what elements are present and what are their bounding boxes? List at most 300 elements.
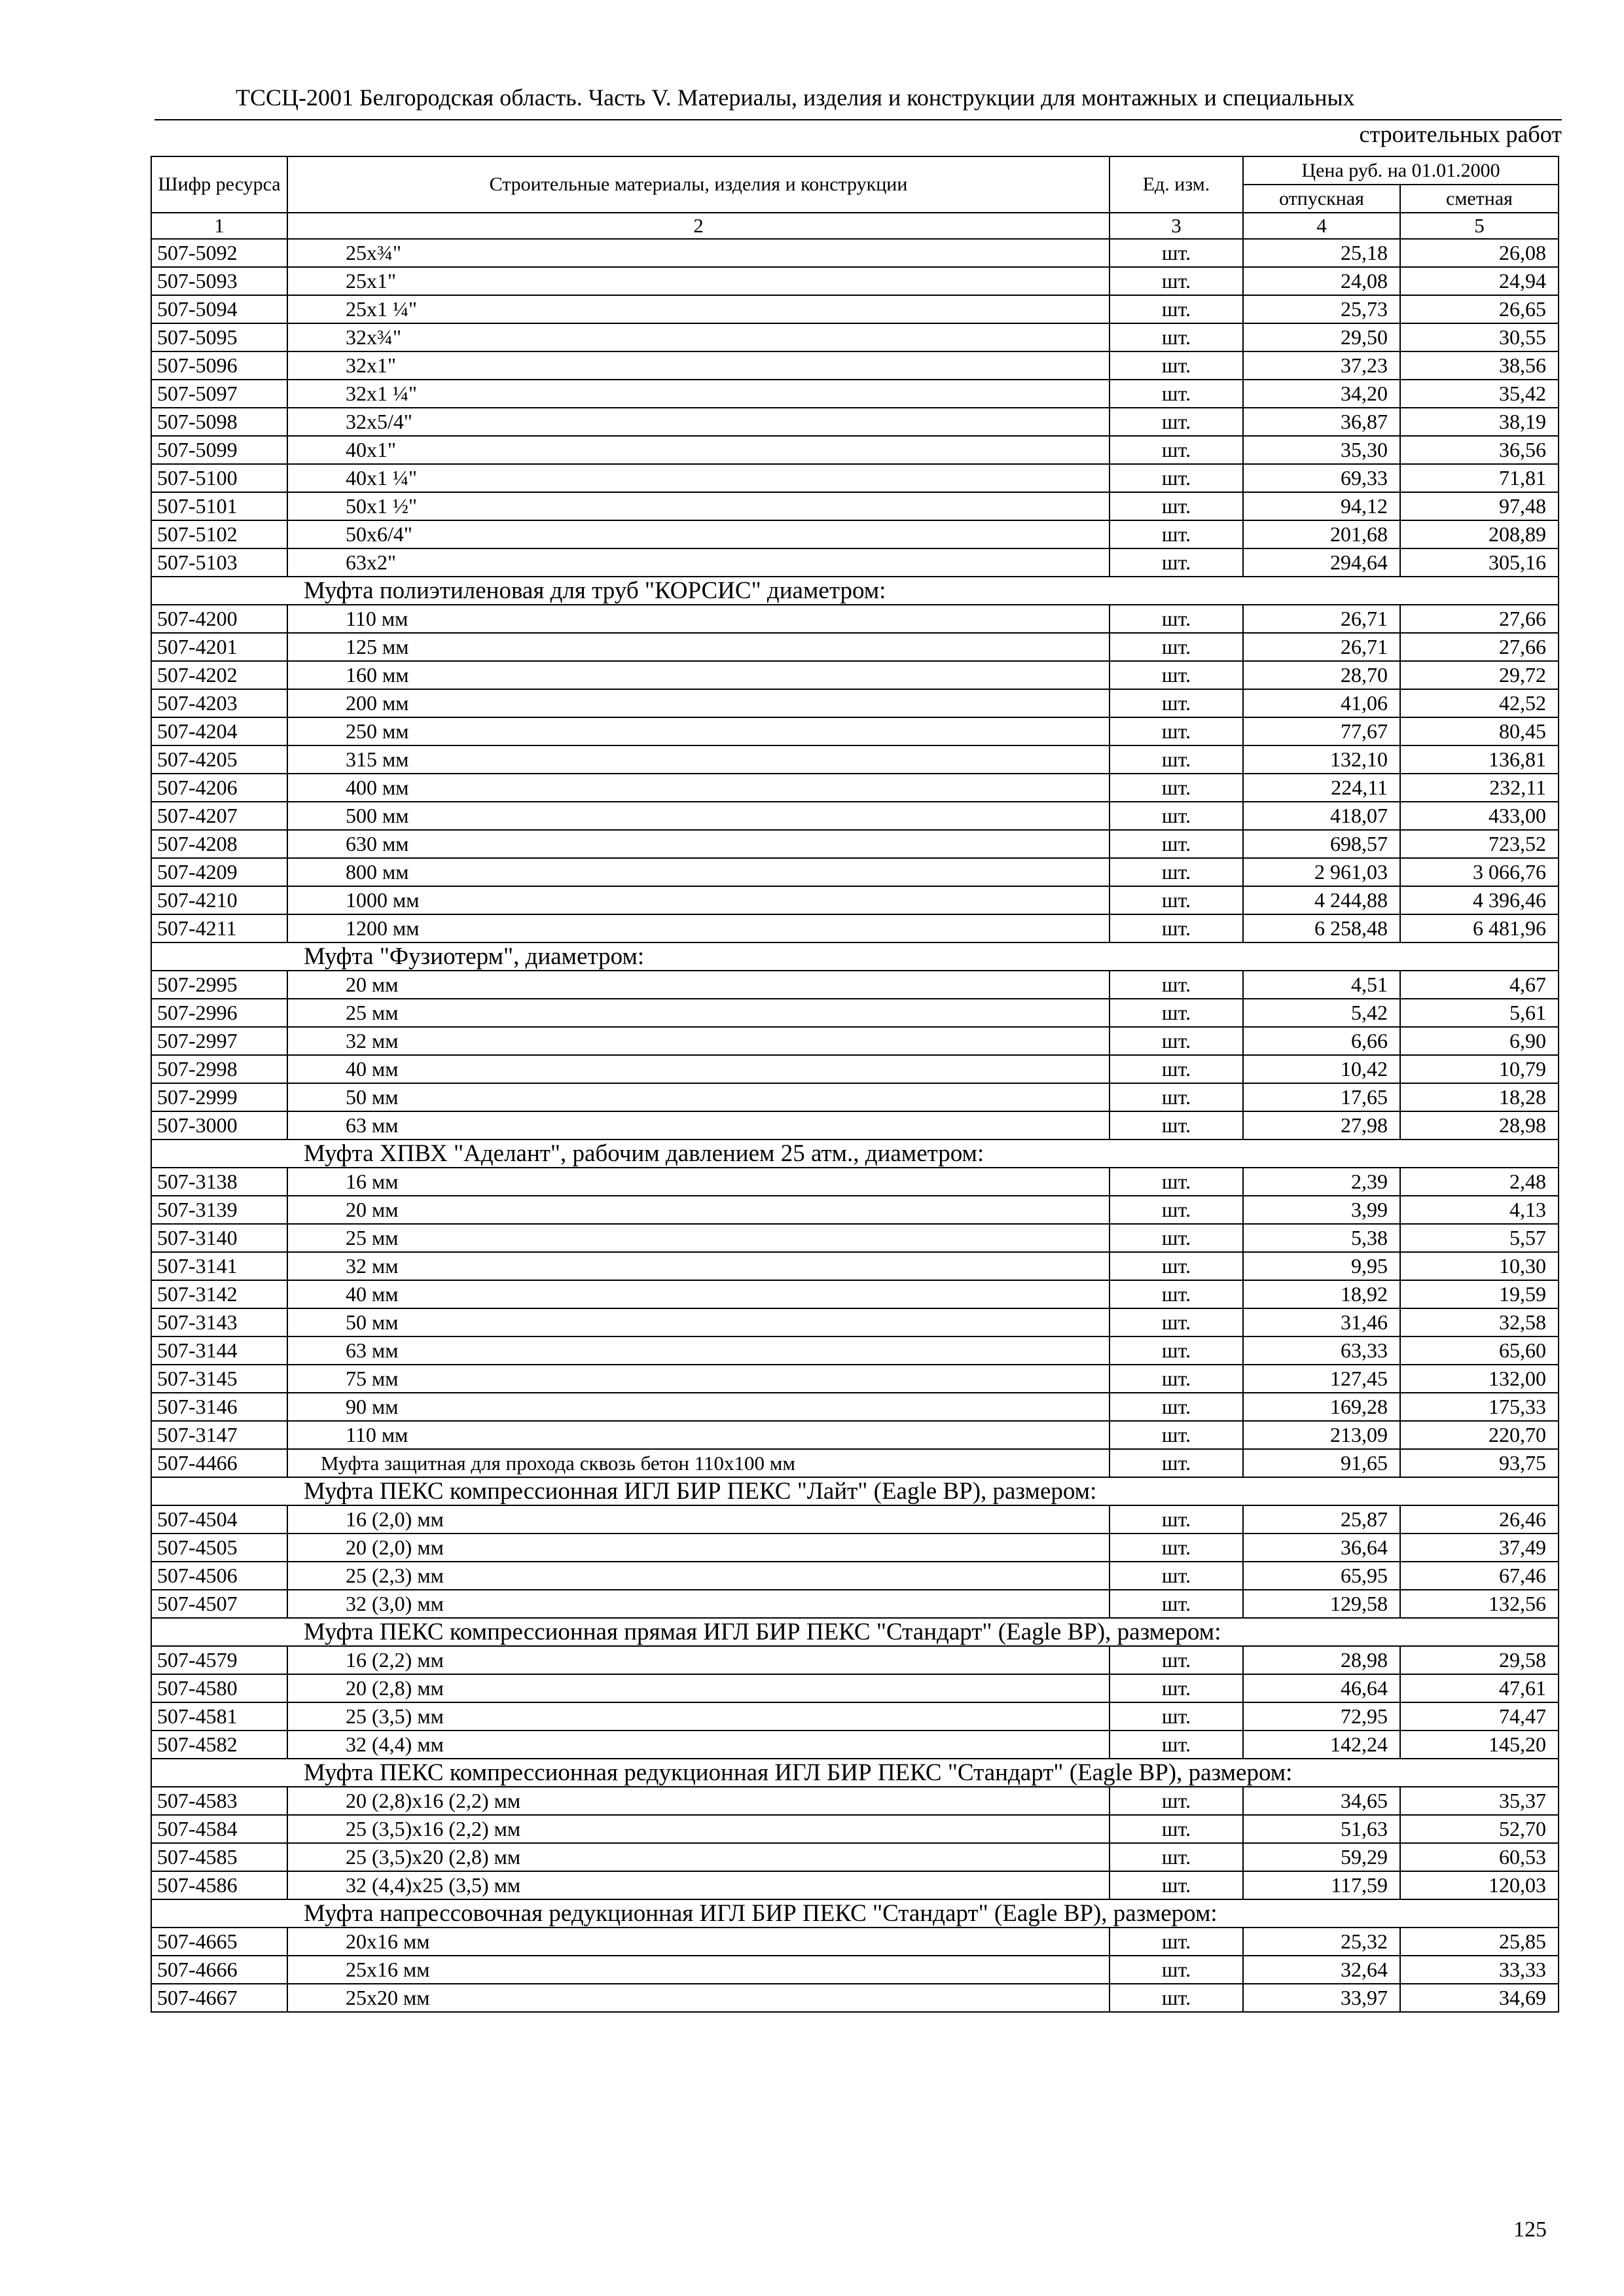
material-name-cell: 110 мм — [287, 1421, 1110, 1449]
unit-cell: шт. — [1110, 1196, 1243, 1224]
table-row — [151, 1871, 1559, 1899]
resource-code-cell: 507-5102 — [151, 520, 287, 548]
release-price-cell: 65,95 — [1243, 1562, 1400, 1590]
table-row — [151, 1562, 1559, 1590]
unit-cell: шт. — [1110, 717, 1243, 745]
material-name-cell: 25х1 ¼" — [287, 295, 1110, 323]
estimate-price-cell: 35,42 — [1400, 380, 1559, 408]
table-row — [151, 633, 1559, 661]
resource-code-cell: 507-5101 — [151, 492, 287, 520]
table-row — [151, 436, 1559, 464]
section-heading-row — [151, 1618, 1559, 1646]
resource-code-cell: 507-4584 — [151, 1815, 287, 1843]
table-row — [151, 323, 1559, 351]
table-row — [151, 520, 1559, 548]
estimate-price-cell: 38,19 — [1400, 408, 1559, 436]
estimate-price-cell: 208,89 — [1400, 520, 1559, 548]
header-price-release: отпускная — [1243, 185, 1400, 213]
section-heading-row — [151, 1759, 1559, 1787]
release-price-cell: 6,66 — [1243, 1027, 1400, 1055]
table-row — [151, 886, 1559, 914]
table-row — [151, 1815, 1559, 1843]
release-price-cell: 24,08 — [1243, 267, 1400, 295]
table-row — [151, 351, 1559, 380]
unit-cell: шт. — [1110, 1984, 1243, 2012]
resource-code-cell: 507-3145 — [151, 1365, 287, 1393]
release-price-cell: 698,57 — [1243, 830, 1400, 858]
resource-code-cell: 507-3146 — [151, 1393, 287, 1421]
resource-code-cell: 507-4583 — [151, 1787, 287, 1815]
release-price-cell: 132,10 — [1243, 745, 1400, 774]
material-name-cell: 20 (2,8)х16 (2,2) мм — [287, 1787, 1110, 1815]
unit-cell: шт. — [1110, 633, 1243, 661]
table-row — [151, 914, 1559, 942]
estimate-price-cell: 42,52 — [1400, 689, 1559, 717]
estimate-price-cell: 6,90 — [1400, 1027, 1559, 1055]
material-name-cell: 40 мм — [287, 1055, 1110, 1083]
resource-code-cell: 507-2998 — [151, 1055, 287, 1083]
table-row — [151, 1027, 1559, 1055]
material-name-cell: 25 мм — [287, 999, 1110, 1027]
estimate-price-cell: 2,48 — [1400, 1168, 1559, 1196]
estimate-price-cell: 32,58 — [1400, 1308, 1559, 1336]
estimate-price-cell: 18,28 — [1400, 1083, 1559, 1111]
material-name-cell: 25 (3,5)х16 (2,2) мм — [287, 1815, 1110, 1843]
resource-code-cell: 507-5100 — [151, 464, 287, 492]
release-price-cell: 26,71 — [1243, 605, 1400, 633]
unit-cell: шт. — [1110, 745, 1243, 774]
running-header: ТССЦ-2001 Белгородская область. Часть V. Материалы, изделия и конструкции для монтажных и специальных — [236, 84, 1355, 111]
estimate-price-cell: 24,94 — [1400, 267, 1559, 295]
resource-code-cell: 507-4202 — [151, 661, 287, 689]
page-number: 125 — [1513, 2217, 1547, 2242]
table-row — [151, 1674, 1559, 1702]
unit-cell: шт. — [1110, 1280, 1243, 1308]
resource-code-cell: 507-4206 — [151, 774, 287, 802]
material-name-cell: 63 мм — [287, 1336, 1110, 1365]
material-name-cell: 32х1 ¼" — [287, 380, 1110, 408]
material-name-cell: 16 (2,0) мм — [287, 1505, 1110, 1534]
unit-cell: шт. — [1110, 1505, 1243, 1534]
material-name-cell: 125 мм — [287, 633, 1110, 661]
material-name-cell: 200 мм — [287, 689, 1110, 717]
material-name-cell: 50х6/4" — [287, 520, 1110, 548]
table-row — [151, 1449, 1559, 1477]
resource-code-cell: 507-4579 — [151, 1646, 287, 1674]
material-name-cell: 75 мм — [287, 1365, 1110, 1393]
unit-cell: шт. — [1110, 1027, 1243, 1055]
release-price-cell: 9,95 — [1243, 1252, 1400, 1280]
release-price-cell: 28,98 — [1243, 1646, 1400, 1674]
estimate-price-cell: 25,85 — [1400, 1928, 1559, 1956]
resource-code-cell: 507-5094 — [151, 295, 287, 323]
material-name-cell: 50 мм — [287, 1308, 1110, 1336]
table-row — [151, 661, 1559, 689]
unit-cell: шт. — [1110, 520, 1243, 548]
release-price-cell: 224,11 — [1243, 774, 1400, 802]
material-name-cell: 1200 мм — [287, 914, 1110, 942]
release-price-cell: 91,65 — [1243, 1449, 1400, 1477]
resource-code-cell: 507-3140 — [151, 1224, 287, 1252]
table-row — [151, 1252, 1559, 1280]
release-price-cell: 69,33 — [1243, 464, 1400, 492]
resource-code-cell: 507-3138 — [151, 1168, 287, 1196]
release-price-cell: 142,24 — [1243, 1731, 1400, 1759]
unit-cell: шт. — [1110, 1731, 1243, 1759]
resource-code-cell: 507-4586 — [151, 1871, 287, 1899]
table-row — [151, 1168, 1559, 1196]
header-code: Шифр ресурса — [151, 156, 287, 213]
material-name-cell: 32х1" — [287, 351, 1110, 380]
table-row — [151, 267, 1559, 295]
release-price-cell: 36,87 — [1243, 408, 1400, 436]
release-price-cell: 59,29 — [1243, 1843, 1400, 1871]
estimate-price-cell: 6 481,96 — [1400, 914, 1559, 942]
material-name-cell: 40 мм — [287, 1280, 1110, 1308]
section-heading: Муфта ПЕКС компрессионная ИГЛ БИР ПЕКС "Лайт" (Eagle BP), размером: — [151, 1477, 1559, 1505]
estimate-price-cell: 132,00 — [1400, 1365, 1559, 1393]
section-heading: Муфта напрессовочная редукционная ИГЛ БИР ПЕКС "Стандарт" (Eagle BP), размером: — [151, 1899, 1559, 1928]
unit-cell: шт. — [1110, 1843, 1243, 1871]
estimate-price-cell: 26,46 — [1400, 1505, 1559, 1534]
header-col-number: 3 — [1110, 213, 1243, 239]
resource-code-cell: 507-4506 — [151, 1562, 287, 1590]
material-name-cell: 25х¾" — [287, 239, 1110, 267]
table-row — [151, 1843, 1559, 1871]
table-row — [151, 380, 1559, 408]
estimate-price-cell: 97,48 — [1400, 492, 1559, 520]
release-price-cell: 26,71 — [1243, 633, 1400, 661]
unit-cell: шт. — [1110, 239, 1243, 267]
estimate-price-cell: 10,79 — [1400, 1055, 1559, 1083]
resource-code-cell: 507-4505 — [151, 1534, 287, 1562]
table-row — [151, 295, 1559, 323]
header-price-estimate: сметная — [1400, 185, 1559, 213]
unit-cell: шт. — [1110, 1871, 1243, 1899]
unit-cell: шт. — [1110, 380, 1243, 408]
unit-cell: шт. — [1110, 914, 1243, 942]
release-price-cell: 2 961,03 — [1243, 858, 1400, 886]
unit-cell: шт. — [1110, 1562, 1243, 1590]
release-price-cell: 18,92 — [1243, 1280, 1400, 1308]
estimate-price-cell: 232,11 — [1400, 774, 1559, 802]
unit-cell: шт. — [1110, 351, 1243, 380]
material-name-cell: 25х16 мм — [287, 1956, 1110, 1984]
release-price-cell: 2,39 — [1243, 1168, 1400, 1196]
resource-code-cell: 507-5093 — [151, 267, 287, 295]
table-row — [151, 492, 1559, 520]
table-row — [151, 971, 1559, 999]
material-name-cell: 32х¾" — [287, 323, 1110, 351]
release-price-cell: 5,38 — [1243, 1224, 1400, 1252]
section-heading: Муфта "Фузиотерм", диаметром: — [151, 942, 1559, 971]
unit-cell: шт. — [1110, 1168, 1243, 1196]
release-price-cell: 17,65 — [1243, 1083, 1400, 1111]
release-price-cell: 25,73 — [1243, 295, 1400, 323]
resource-code-cell: 507-4665 — [151, 1928, 287, 1956]
estimate-price-cell: 33,33 — [1400, 1956, 1559, 1984]
unit-cell: шт. — [1110, 1308, 1243, 1336]
estimate-price-cell: 29,72 — [1400, 661, 1559, 689]
unit-cell: шт. — [1110, 548, 1243, 577]
unit-cell: шт. — [1110, 1646, 1243, 1674]
unit-cell: шт. — [1110, 492, 1243, 520]
resource-code-cell: 507-4200 — [151, 605, 287, 633]
material-name-cell: 32х5/4" — [287, 408, 1110, 436]
unit-cell: шт. — [1110, 1336, 1243, 1365]
estimate-price-cell: 67,46 — [1400, 1562, 1559, 1590]
release-price-cell: 6 258,48 — [1243, 914, 1400, 942]
estimate-price-cell: 71,81 — [1400, 464, 1559, 492]
release-price-cell: 25,32 — [1243, 1928, 1400, 1956]
resource-code-cell: 507-4582 — [151, 1731, 287, 1759]
table-row — [151, 745, 1559, 774]
material-name-cell: 32 мм — [287, 1027, 1110, 1055]
estimate-price-cell: 52,70 — [1400, 1815, 1559, 1843]
table-row — [151, 1534, 1559, 1562]
table-row — [151, 774, 1559, 802]
resource-code-cell: 507-3141 — [151, 1252, 287, 1280]
material-name-cell: 32 (4,4) мм — [287, 1731, 1110, 1759]
resource-code-cell: 507-4666 — [151, 1956, 287, 1984]
estimate-price-cell: 65,60 — [1400, 1336, 1559, 1365]
release-price-cell: 36,64 — [1243, 1534, 1400, 1562]
table-row — [151, 1083, 1559, 1111]
resource-code-cell: 507-4581 — [151, 1702, 287, 1731]
release-price-cell: 127,45 — [1243, 1365, 1400, 1393]
estimate-price-cell: 723,52 — [1400, 830, 1559, 858]
unit-cell: шт. — [1110, 802, 1243, 830]
table-row — [151, 1590, 1559, 1618]
table-row — [151, 1646, 1559, 1674]
release-price-cell: 10,42 — [1243, 1055, 1400, 1083]
table-row — [151, 999, 1559, 1027]
material-name-cell: 25 (3,5) мм — [287, 1702, 1110, 1731]
material-name-cell: 32 (4,4)х25 (3,5) мм — [287, 1871, 1110, 1899]
material-name-cell: 20х16 мм — [287, 1928, 1110, 1956]
resource-code-cell: 507-4207 — [151, 802, 287, 830]
resource-code-cell: 507-5097 — [151, 380, 287, 408]
resource-code-cell: 507-3000 — [151, 1111, 287, 1139]
header-name: Строительные материалы, изделия и конструкции — [287, 156, 1110, 213]
unit-cell: шт. — [1110, 1702, 1243, 1731]
header-divider — [154, 119, 1562, 120]
table-body — [151, 239, 1559, 2012]
resource-code-cell: 507-4210 — [151, 886, 287, 914]
material-name-cell: 25х20 мм — [287, 1984, 1110, 2012]
unit-cell: шт. — [1110, 436, 1243, 464]
table-row — [151, 802, 1559, 830]
release-price-cell: 29,50 — [1243, 323, 1400, 351]
section-heading: Муфта ХПВХ "Аделант", рабочим давлением 25 атм., диаметром: — [151, 1139, 1559, 1168]
table-row — [151, 1505, 1559, 1534]
material-name-cell: 25х1" — [287, 267, 1110, 295]
material-name-cell: 16 мм — [287, 1168, 1110, 1196]
estimate-price-cell: 30,55 — [1400, 323, 1559, 351]
table-row — [151, 605, 1559, 633]
unit-cell: шт. — [1110, 774, 1243, 802]
release-price-cell: 28,70 — [1243, 661, 1400, 689]
table-row — [151, 1928, 1559, 1956]
section-heading-row — [151, 577, 1559, 605]
table-row — [151, 858, 1559, 886]
material-name-cell: 25 мм — [287, 1224, 1110, 1252]
material-name-cell: 1000 мм — [287, 886, 1110, 914]
material-name-cell: 63х2" — [287, 548, 1110, 577]
unit-cell: шт. — [1110, 1956, 1243, 1984]
table-row — [151, 1787, 1559, 1815]
release-price-cell: 33,97 — [1243, 1984, 1400, 2012]
material-name-cell: 40х1" — [287, 436, 1110, 464]
unit-cell: шт. — [1110, 1534, 1243, 1562]
unit-cell: шт. — [1110, 323, 1243, 351]
unit-cell: шт. — [1110, 1421, 1243, 1449]
release-price-cell: 117,59 — [1243, 1871, 1400, 1899]
resource-code-cell: 507-3144 — [151, 1336, 287, 1365]
table-row — [151, 1702, 1559, 1731]
section-heading-row — [151, 1477, 1559, 1505]
unit-cell: шт. — [1110, 689, 1243, 717]
release-price-cell: 32,64 — [1243, 1956, 1400, 1984]
release-price-cell: 94,12 — [1243, 492, 1400, 520]
estimate-price-cell: 27,66 — [1400, 605, 1559, 633]
estimate-price-cell: 60,53 — [1400, 1843, 1559, 1871]
table-row — [151, 548, 1559, 577]
resource-code-cell: 507-4209 — [151, 858, 287, 886]
header-col-number: 1 — [151, 213, 287, 239]
material-name-cell: 20 (2,8) мм — [287, 1674, 1110, 1702]
table-row — [151, 1421, 1559, 1449]
material-name-cell: 20 (2,0) мм — [287, 1534, 1110, 1562]
estimate-price-cell: 37,49 — [1400, 1534, 1559, 1562]
estimate-price-cell: 145,20 — [1400, 1731, 1559, 1759]
material-name-cell: 50 мм — [287, 1083, 1110, 1111]
estimate-price-cell: 36,56 — [1400, 436, 1559, 464]
table-row — [151, 1984, 1559, 2012]
running-header-continuation: строительных работ — [1359, 121, 1562, 147]
table-row — [151, 1111, 1559, 1139]
unit-cell: шт. — [1110, 661, 1243, 689]
estimate-price-cell: 3 066,76 — [1400, 858, 1559, 886]
release-price-cell: 169,28 — [1243, 1393, 1400, 1421]
estimate-price-cell: 34,69 — [1400, 1984, 1559, 2012]
material-name-cell: 400 мм — [287, 774, 1110, 802]
unit-cell: шт. — [1110, 971, 1243, 999]
material-name-cell: 25 (2,3) мм — [287, 1562, 1110, 1590]
release-price-cell: 37,23 — [1243, 351, 1400, 380]
release-price-cell: 77,67 — [1243, 717, 1400, 745]
material-name-cell: 630 мм — [287, 830, 1110, 858]
unit-cell: шт. — [1110, 1787, 1243, 1815]
resource-code-cell: 507-2999 — [151, 1083, 287, 1111]
unit-cell: шт. — [1110, 1111, 1243, 1139]
estimate-price-cell: 80,45 — [1400, 717, 1559, 745]
resource-code-cell: 507-4466 — [151, 1449, 287, 1477]
estimate-price-cell: 93,75 — [1400, 1449, 1559, 1477]
unit-cell: шт. — [1110, 605, 1243, 633]
material-name-cell: 32 мм — [287, 1252, 1110, 1280]
estimate-price-cell: 5,61 — [1400, 999, 1559, 1027]
resource-code-cell: 507-5096 — [151, 351, 287, 380]
table-row — [151, 1336, 1559, 1365]
release-price-cell: 5,42 — [1243, 999, 1400, 1027]
material-name-cell: 90 мм — [287, 1393, 1110, 1421]
resource-code-cell: 507-4208 — [151, 830, 287, 858]
estimate-price-cell: 10,30 — [1400, 1252, 1559, 1280]
header-unit: Ед. изм. — [1110, 156, 1243, 213]
resource-code-cell: 507-4205 — [151, 745, 287, 774]
resource-code-cell: 507-3143 — [151, 1308, 287, 1336]
table-row — [151, 239, 1559, 267]
material-name-cell: 32 (3,0) мм — [287, 1590, 1110, 1618]
resource-code-cell: 507-5092 — [151, 239, 287, 267]
table-row — [151, 464, 1559, 492]
header-col-number: 5 — [1400, 213, 1559, 239]
release-price-cell: 46,64 — [1243, 1674, 1400, 1702]
unit-cell: шт. — [1110, 1083, 1243, 1111]
table-row — [151, 1196, 1559, 1224]
material-name-cell: 25 (3,5)х20 (2,8) мм — [287, 1843, 1110, 1871]
estimate-price-cell: 74,47 — [1400, 1702, 1559, 1731]
unit-cell: шт. — [1110, 267, 1243, 295]
release-price-cell: 3,99 — [1243, 1196, 1400, 1224]
section-heading-row — [151, 942, 1559, 971]
unit-cell: шт. — [1110, 1674, 1243, 1702]
estimate-price-cell: 220,70 — [1400, 1421, 1559, 1449]
section-heading-row — [151, 1899, 1559, 1928]
resource-code-cell: 507-5098 — [151, 408, 287, 436]
release-price-cell: 31,46 — [1243, 1308, 1400, 1336]
estimate-price-cell: 4,67 — [1400, 971, 1559, 999]
table-row — [151, 408, 1559, 436]
release-price-cell: 4,51 — [1243, 971, 1400, 999]
material-name-cell: Муфта защитная для прохода сквозь бетон 110х100 мм — [287, 1449, 1110, 1477]
unit-cell: шт. — [1110, 1252, 1243, 1280]
release-price-cell: 51,63 — [1243, 1815, 1400, 1843]
release-price-cell: 418,07 — [1243, 802, 1400, 830]
estimate-price-cell: 5,57 — [1400, 1224, 1559, 1252]
unit-cell: шт. — [1110, 1815, 1243, 1843]
section-heading: Муфта ПЕКС компрессионная редукционная ИГЛ БИР ПЕКС "Стандарт" (Eagle BP), размером: — [151, 1759, 1559, 1787]
unit-cell: шт. — [1110, 1224, 1243, 1252]
header-col-number: 2 — [287, 213, 1110, 239]
table-row — [151, 689, 1559, 717]
release-price-cell: 63,33 — [1243, 1336, 1400, 1365]
unit-cell: шт. — [1110, 830, 1243, 858]
resource-code-cell: 507-3142 — [151, 1280, 287, 1308]
resource-code-cell: 507-5099 — [151, 436, 287, 464]
table-row — [151, 830, 1559, 858]
material-name-cell: 50х1 ½" — [287, 492, 1110, 520]
unit-cell: шт. — [1110, 886, 1243, 914]
material-name-cell: 160 мм — [287, 661, 1110, 689]
material-name-cell: 20 мм — [287, 1196, 1110, 1224]
release-price-cell: 35,30 — [1243, 436, 1400, 464]
estimate-price-cell: 433,00 — [1400, 802, 1559, 830]
estimate-price-cell: 4,13 — [1400, 1196, 1559, 1224]
release-price-cell: 294,64 — [1243, 548, 1400, 577]
unit-cell: шт. — [1110, 1449, 1243, 1477]
resource-code-cell: 507-4667 — [151, 1984, 287, 2012]
resource-code-cell: 507-3139 — [151, 1196, 287, 1224]
estimate-price-cell: 4 396,46 — [1400, 886, 1559, 914]
release-price-cell: 4 244,88 — [1243, 886, 1400, 914]
unit-cell: шт. — [1110, 999, 1243, 1027]
estimate-price-cell: 26,08 — [1400, 239, 1559, 267]
release-price-cell: 201,68 — [1243, 520, 1400, 548]
estimate-price-cell: 29,58 — [1400, 1646, 1559, 1674]
resource-code-cell: 507-4201 — [151, 633, 287, 661]
